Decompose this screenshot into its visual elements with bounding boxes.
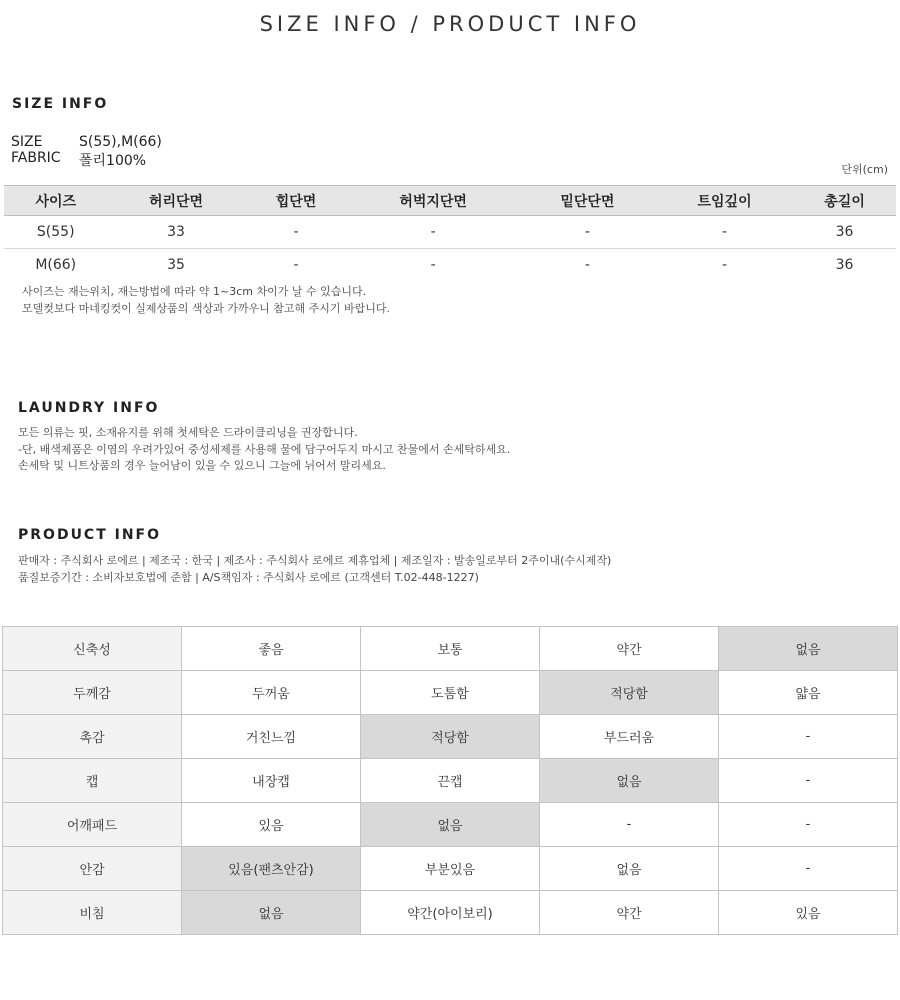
attribute-option-selected: 없음 [540, 759, 719, 803]
attribute-label: 어깨패드 [3, 803, 182, 847]
column-header: 허리단면 [107, 186, 244, 216]
table-cell: M(66) [35, 257, 77, 274]
attribute-label: 비침 [3, 891, 182, 935]
attribute-option-selected: 없음 [719, 627, 898, 671]
attribute-label: 촉감 [3, 715, 182, 759]
product-notes [18, 553, 611, 586]
column-header: 트임깊이 [656, 186, 793, 216]
attribute-option: 도톰함 [361, 671, 540, 715]
table-cell: 36 [835, 257, 854, 274]
table-row [4, 249, 896, 282]
attribute-option: - [719, 847, 898, 891]
size-value: S(55),M(66) [79, 134, 162, 150]
attribute-row [3, 759, 898, 803]
size-spec-row [11, 134, 162, 150]
column-header: 총길이 [793, 186, 896, 216]
attribute-row [3, 847, 898, 891]
fabric-label: FABRIC [11, 150, 61, 166]
attribute-row [3, 715, 898, 759]
attribute-option-selected: 없음 [182, 891, 361, 935]
column-header: 밑단단면 [519, 186, 656, 216]
table-cell: S(55) [4, 216, 107, 249]
attribute-option: 끈캡 [361, 759, 540, 803]
attribute-option: 내장캡 [182, 759, 361, 803]
table-row [4, 216, 896, 249]
attribute-option: - [719, 759, 898, 803]
product-line: 품질보증기간 : 소비자보호법에 준함 | A/S책임자 : 주식회사 로에르 (고객센터 T.02-448-1227) [18, 570, 479, 584]
laundry-line: 모든 의류는 핏, 소재유지를 위해 첫세탁은 드라이클리닝을 권장합니다. [18, 426, 358, 439]
attribute-option: 두꺼움 [182, 671, 361, 715]
product-info-heading: PRODUCT INFO [18, 527, 162, 543]
size-notes [22, 284, 390, 317]
attribute-row [3, 671, 898, 715]
attribute-option: 있음 [719, 891, 898, 935]
table-cell: 36 [793, 216, 896, 249]
table-cell: - [656, 216, 793, 249]
size-info-heading: SIZE INFO [12, 96, 109, 112]
attribute-row [3, 627, 898, 671]
table-cell: 33 [107, 216, 244, 249]
attribute-option: 없음 [540, 847, 719, 891]
attribute-option: 보통 [361, 627, 540, 671]
attribute-label: 안감 [3, 847, 182, 891]
table-cell: - [519, 216, 656, 249]
column-header: 사이즈 [4, 186, 107, 216]
table-cell: - [245, 216, 348, 249]
page-title: SIZE INFO / PRODUCT INFO [259, 12, 641, 36]
attribute-option: 좋음 [182, 627, 361, 671]
attribute-label: 캡 [3, 759, 182, 803]
laundry-info-heading: LAUNDRY INFO [18, 400, 160, 416]
column-header: 허벅지단면 [347, 186, 518, 216]
attribute-option-selected: 적당함 [361, 715, 540, 759]
attribute-option: - [540, 803, 719, 847]
attribute-option: 약간 [540, 891, 719, 935]
size-note-line: 모델컷보다 마네킹컷이 실제상품의 색상과 가까우니 참고해 주시기 바랍니다. [22, 301, 391, 315]
table-cell: - [347, 216, 518, 249]
attribute-label: 신축성 [3, 627, 182, 671]
attribute-option: - [719, 803, 898, 847]
fabric-spec-row [11, 150, 146, 170]
table-cell: - [584, 257, 590, 274]
attribute-label: 두께감 [3, 671, 182, 715]
size-label: SIZE [11, 134, 43, 150]
attribute-option: - [719, 715, 898, 759]
attribute-option: 있음 [182, 803, 361, 847]
product-line: 판매자 : 주식회사 로에르 | 제조국 : 한국 | 제조사 : 주식회사 로에르 제휴업체 | 제조일자 : 발송일로부터 2주이내(수시제작) [18, 554, 612, 567]
attribute-option-selected: 없음 [361, 803, 540, 847]
size-note-line: 사이즈는 재는위치, 재는방법에 따라 약 1~3cm 차이가 날 수 있습니다. [22, 285, 367, 298]
attribute-option: 약간 [540, 627, 719, 671]
table-cell: - [293, 257, 299, 274]
attribute-option: 부드러움 [540, 715, 719, 759]
laundry-line: -단, 배색제품은 이염의 우려가있어 중성세제를 사용해 물에 담구어두지 마시고 찬물에서 손세탁하세요. [18, 442, 511, 456]
attribute-table [2, 626, 898, 935]
attribute-option: 약간(아이보리) [361, 891, 540, 935]
attribute-option: 거친느낌 [182, 715, 361, 759]
column-header: 힙단면 [245, 186, 348, 216]
attribute-option-selected: 적당함 [540, 671, 719, 715]
table-cell: 35 [167, 257, 185, 274]
size-table-header [4, 186, 896, 216]
fabric-value: 폴리100% [79, 153, 147, 169]
attribute-option: 부분있음 [361, 847, 540, 891]
table-cell: - [430, 257, 436, 274]
unit-label: 단위(cm) [841, 163, 888, 176]
attribute-row [3, 803, 898, 847]
attribute-option: 얇음 [719, 671, 898, 715]
attribute-row [3, 891, 898, 935]
laundry-notes [18, 425, 510, 475]
table-cell: - [722, 257, 728, 274]
size-table [4, 185, 896, 282]
laundry-line: 손세탁 및 니트상품의 경우 늘어남이 있을 수 있으니 그늘에 뉘어서 말리세요. [18, 459, 386, 472]
attribute-option-selected: 있음(팬츠안감) [182, 847, 361, 891]
